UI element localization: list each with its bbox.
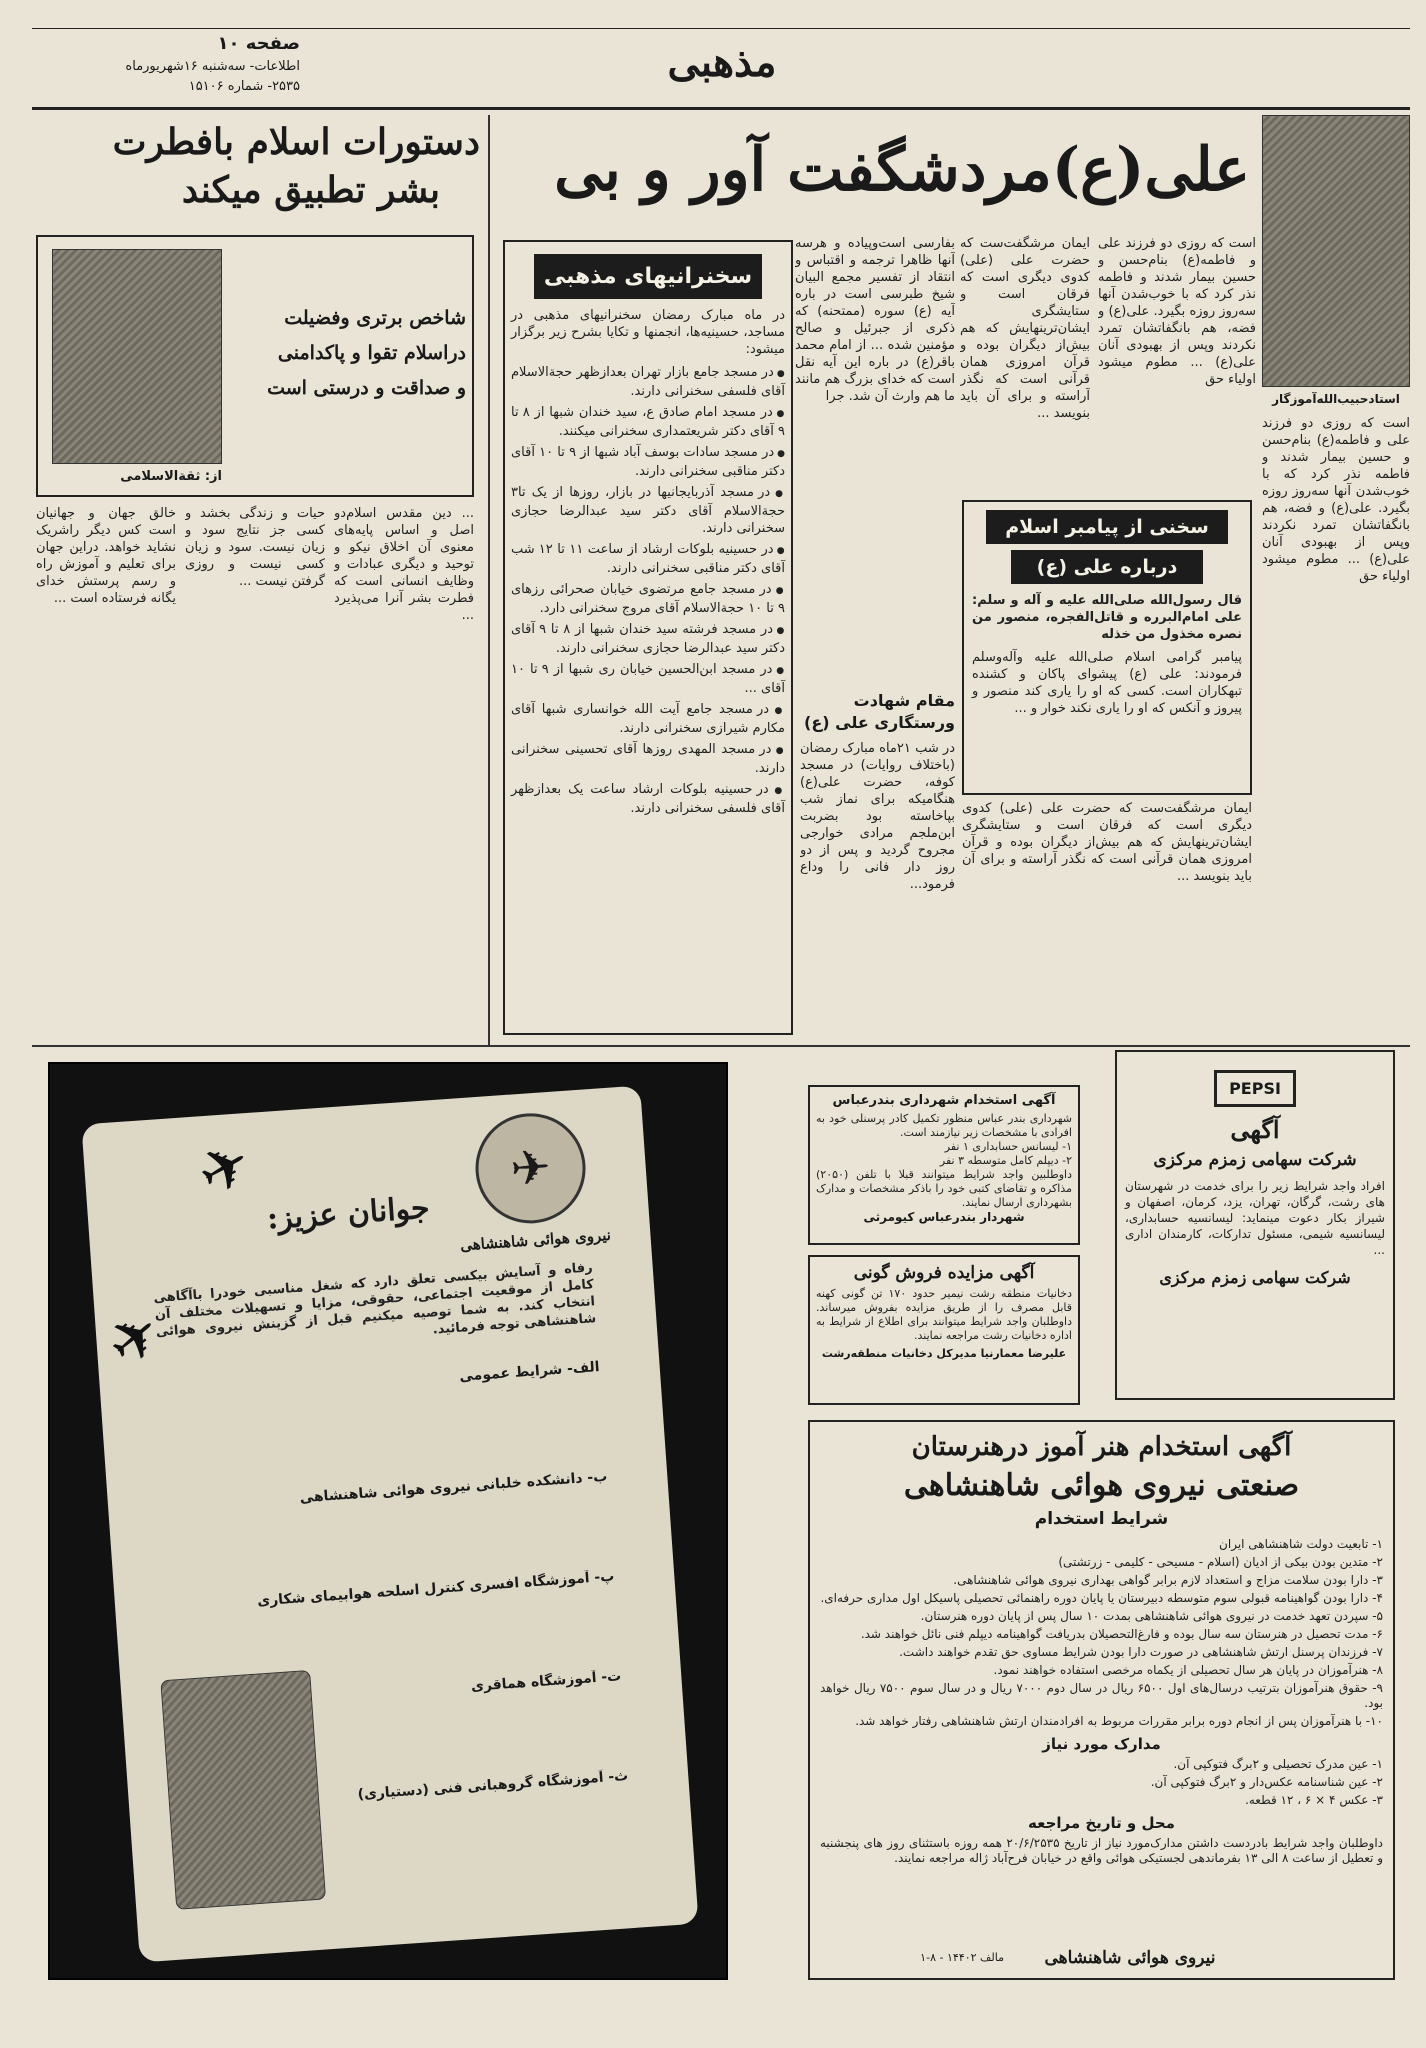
condition-item: ۱۰- با هنرآموزان پس از انجام دوره برابر مقررات مربوط به افرادمندان ارتش شاهنشاهی رفتار خواهد شد.	[855, 1714, 1383, 1728]
pepsi-ad-signature: شرکت سهامی زمزم مرکزی	[1159, 1268, 1351, 1287]
condition-item: ۹- حقوق هنرآموزان بترتیب درسال‌های اول ۶۵۰۰ ریال در سال دوم ۷۰۰۰ ریال و در سال سوم ۷۵۰۰ ریال خواهد بود.	[820, 1681, 1383, 1710]
doc-item: ۱- عین مدرک تحصیلی و ۲برگ فتوکپی آن.	[1173, 1757, 1383, 1771]
speech-item: ● در حسینیه بلوکات ارشاد ساعت یک بعدازظهر آقای فلسفی سخنرانی دارند.	[511, 781, 785, 817]
martyrdom-text: در شب ۲۱ماه مبارک رمضان (باختلاف روایات) در مسجد کوفه، حضرت علی(ع) هنگامیکه برای نماز شب بپاخاسته بود بضربت ابن‌ملجم مرادی خوارجی مجروح گردید و پس از دو روز دار فانی را وداع فرمود...	[800, 741, 955, 892]
main-headline: علی(ع)مردشگفت آور و بی	[554, 135, 1250, 205]
school-place-title: محل و تاریخ مراجعه	[1028, 1814, 1175, 1832]
left-text-col3: ... دین مقدس اسلام‌دو اصل و اساس پایه‌های معنوی آن اخلاق نیکو و توحید و دیگری عبادات و وظایف انسانی است که فطرت بشر آنرا می‌پذیرد ...	[334, 506, 474, 623]
port-ad-note: داوطلبین واجد شرایط میتوانند قبلا با تلفن (۲۰۵۰) مذاکره و تقاضای کتبی خود را باذکر مشخصات و مدارک بشهرداری ارسال نمایند.	[816, 1168, 1072, 1209]
main-text-col2: ایمان مرشگفت‌ست که حضرت علی (علی) کدوی دیگری است که فرقان است و ستایشگری ایشان‌ترینهایش که هم بیش‌از دیگران بوده و قرآن امروزی همان قرآنی است که نگذر آراسته و برای آن باید بنویسد ...	[960, 236, 1090, 421]
scroll-paper	[81, 1085, 698, 1962]
left-headline-2: بشر تطبیق میکند	[181, 169, 440, 211]
speech-item: ● در حسینیه بلوکات ارشاد از ساعت ۱۱ تا ۱۲ شب آقای دکتر مناقبی سخنرانی دارند.	[511, 541, 785, 577]
pepsi-ad-text: افراد واجد شرایط زیر را برای خدمت در شهرستان های رشت، گرگان، تهران، یزد، کرمان، اصفهان و شیراز بکار دعوت مینماید: لیسانسیه حسابداری، لیسانسیه شیمی، مسئول تدارکات، کارمندان اداری ...	[1125, 1179, 1385, 1257]
school-place-text: داوطلبان واجد شرایط بادردست داشتن مدارک‌مورد نیاز از تاریخ ۲۰/۶/۲۵۳۵ همه روزه باستثنای روز های پنجشنبه و تعطیل از ساعت ۸ الی ۱۳ بفرماندهی لجستیکی هوائی واقع در خیابان فرح‌آباد ژاله مراجعه نمایند.	[820, 1836, 1383, 1865]
speeches-list	[511, 364, 785, 817]
ad-section-d: ت- آموزشگاه هماقری	[470, 1668, 622, 1695]
main-text-col1b: است که روزی دو فرزند علی و فاطمه(ع) بنام‌حسن و حسین بیمار شدند و فاطمه نذر کرد که با خوب‌شدن آنها سه‌روز روزه بگیرد. علی(ع) و فضه، هم بانگفاتشان‌ تمرد نکردند وپس از بهبودی آنان علی(ع) ... مطوم میشود اولیاء حق	[1262, 416, 1410, 584]
condition-item: ۶- مدت تحصیل در هنرستان سه سال بوده و فارغ‌التحصیلان بدریافت گواهینامه دیپلم فنی نائل خواهند شد.	[860, 1627, 1383, 1641]
left-box-title-3: و صداقت و درستی است	[267, 377, 466, 399]
ad-headline: جوانان عزیز:	[265, 1190, 431, 1237]
prophet-box	[962, 500, 1252, 795]
main-text-col1: است که روزی دو فرزند علی و فاطمه(ع) بنام‌حسن و حسین بیمار شدند و فاطمه نذر کرد که با خوب‌شدن آنها سه‌روز روزه بگیرد. علی(ع) و فضه، هم بانگفاتشان‌ تمرد نکردند وپس از بهبودی آنان علی(ع) ... مطوم میشود اولیاء حق	[1098, 236, 1256, 387]
ad-section-c: پ- آموزشگاه افسری کنترل اسلحه هوابیمای شکاری	[256, 1568, 615, 1610]
speech-item: ● در مسجد ابن‌الحسین خیابان ری شبها از ۹ تا ۱۰ آقای ...	[511, 661, 785, 697]
auction-ad-title: آگهی مزایده فروش گونی	[853, 1263, 1035, 1283]
left-text-col2: حیات و زندگی بخشد و کسی جز نتایج سود و زیان نیست. سود و زیان کسی نیست و روزی گرفتن نیست ...	[185, 506, 325, 589]
cleric-photo	[52, 249, 222, 464]
port-ad-title: آگهی استخدام شهرداری بندرعباس	[832, 1093, 1056, 1108]
prophet-text: پیامبر گرامی اسلام صلی‌الله علیه وآله‌وسلم فرمودند: علی (ع) پیشوای پاکان و کشنده تبهکاران است. کسی که او را یاری کند منصور و پیروز و آنکس که او را یاری نکند خوار و ...	[972, 650, 1242, 716]
port-ad-signature: شهردار بندرعباس کیومرثی	[863, 1210, 1025, 1224]
air-force-emblem	[472, 1110, 589, 1227]
horizontal-rule	[32, 1045, 1410, 1047]
school-ad	[808, 1420, 1395, 1980]
left-text-col1: خالق جهان و جهانیان است کس دیگر راشریک نشاید خواهد. دراین جهان برای تعلیم و آموزش راه و رسم پرستش خدای یگانه فرستاده است ...	[36, 506, 176, 606]
auction-ad-text: دخانیات منطقه رشت نیمیر حدود ۱۷۰ تن گونی کهنه قابل مصرف را از طریق مزایده بفروش میرساند. داوطلبان واجد شرایط میتوانند برای اطلاع از شرایط به اداره دخانیات رشت مراجعه نمایند.	[816, 1287, 1072, 1342]
school-ad-title-2: صنعتی نیروی هوائی شاهنشاهی	[903, 1468, 1300, 1503]
speech-item: ● در مسجد جامع آیت الله خوانساری شبها آقای مکارم شیرازی سخنرانی دارند.	[511, 701, 785, 737]
ad-section-b: ب- دانشکده خلبانی نیروی هوائی شاهنشاهی	[299, 1468, 608, 1507]
main-text-col2b: ایمان مرشگفت‌ست که حضرت علی (علی) کدوی دیگری است که فرقان است و ستایشگری ایشان‌ترینهایش که هم بیش‌از دیگران بوده و قرآن امروزی همان قرآنی است که نگذر آراسته و برای آن باید بنویسد ...	[962, 801, 1252, 884]
speech-item: ● در مسجد امام صادق ع، سید خندان شبها از ۸ تا ۹ آقای دکتر شریعتمداری سخنرانی میکنند.	[511, 404, 785, 440]
condition-item: ۳- دارا بودن سلامت مزاج و استعداد لازم برابر گواهی بهداری نیروی هوائی شاهنشاهی.	[953, 1573, 1383, 1587]
speeches-box	[503, 240, 793, 1035]
condition-item: ۲- متدین بودن بیکی از ادیان (اسلام - مسیحی - کلیمی - زرتشتی)	[1058, 1555, 1383, 1569]
photo-caption: استادحبیب‌الله‌آموزگار	[1272, 392, 1400, 406]
left-headline-1: دستورات اسلام بافطرت	[112, 121, 480, 163]
left-box-title-1: شاخص برتری وفضیلت	[284, 307, 466, 329]
port-ad-text: شهرداری بندر عباس منظور تکمیل کادر پرسنلی خود به افرادی با مشخصات زیر نیازمند است.	[816, 1112, 1072, 1139]
school-ad-subtitle: شرایط استخدام	[1034, 1509, 1169, 1529]
column-rule	[488, 115, 490, 1045]
air-force-ad	[48, 1062, 728, 1980]
condition-item: ۸- هنرآموزان در پایان هر سال تحصیلی از یکماه مرخصی استفاده خواهند نمود.	[993, 1663, 1383, 1677]
prophet-title-2: درباره علی (ع)	[1011, 550, 1203, 584]
pepsi-logo: PEPSI	[1214, 1070, 1296, 1107]
emblem-icon: ✈	[508, 1138, 553, 1198]
ad-section-a: الف- شرایط عمومی	[458, 1359, 601, 1385]
condition-item: ۷- فرزندان پرسنل ارتش شاهنشاهی در صورت دارا بودن شرایط مساوی حق تقدم خواهند داشت.	[899, 1645, 1383, 1659]
martyrdom-section	[800, 690, 955, 1040]
condition-item: ۵- سپردن تعهد خدمت در نیروی هوائی شاهنشاهی بمدت ۱۰ سال پس از پایان دوره هنرستان.	[920, 1609, 1383, 1623]
speech-item: ● در مسجد المهدی روزها آقای تحسینی سخنرانی دارند.	[511, 741, 785, 777]
left-box-title-2: دراسلام تقوا و پاکدامنی	[277, 342, 466, 364]
school-ref: مالف ۱۴۴۰۲ - ۸-۱	[920, 1951, 1004, 1964]
school-conditions	[820, 1537, 1383, 1729]
port-ad-item: ۲- دیپلم کامل متوسطه ۳ نفر	[939, 1154, 1072, 1167]
portrait-photo	[1262, 115, 1410, 387]
ad-section-e: ث- آموزشگاه گروهبانی فنی (دستیاری)	[357, 1768, 629, 1803]
jet-icon: ✈	[185, 1126, 265, 1212]
auction-ad	[808, 1255, 1080, 1405]
doc-item: ۳- عکس ۴ × ۶ ، ۱۲ قطعه.	[1245, 1793, 1383, 1807]
page-header	[32, 28, 1410, 110]
speech-item: ● در مسجد جامع بازار تهران بعدازظهر حجة‌الاسلام آقای فلسفی سخنرانی دارند.	[511, 364, 785, 400]
martyrdom-title: مقام شهادت ورستگاری علی (ع)	[804, 691, 955, 732]
emblem-caption: نیروی هوائی شاهنشاهی	[459, 1225, 612, 1255]
pilot-photo	[160, 1670, 326, 1910]
left-author: از: ثقةالاسلامی	[120, 469, 222, 484]
left-box	[36, 235, 474, 497]
pepsi-ad-title: آگهی	[1230, 1115, 1280, 1144]
prophet-quote: قال رسول‌الله صلی‌الله علیه و آله و سلم: علی امام‌البرره و قاتل‌الفجره، منصور من نصره مخذول من خذله	[972, 593, 1242, 642]
page-label: صفحه ۱۰	[217, 33, 300, 54]
school-docs	[820, 1757, 1383, 1808]
port-ad-item: ۱- لیسانس حسابداری ۱ نفر	[944, 1140, 1072, 1153]
ad-intro: رفاه و آسایش بیکسی تعلق دارد که شغل مناسبی‌ خودرا باآگاهی کامل از موقعیت اجتماعی، حقوقی، مزایا و تسهیلات مختلف آن انتخاب کند. به شما توصیه میکنیم قبل از گزینش نیروی هوائی شاهنشاهی توجه فرمائید.	[153, 1260, 597, 1340]
speech-item: ● در مسجد فرشته سید خندان شبها از ۸ تا ۹ آقای دکتر سید عبدالرضا حجازی سخنرانی دارند.	[511, 621, 785, 657]
prophet-title-1: سخنی از پیامبر اسلام	[986, 510, 1228, 544]
school-ad-title-1: آگهی استخدام هنر آموز درهنرستان	[911, 1432, 1292, 1462]
main-text-col3: بفارسی است‌وپیاده و هرسه آنها ظاهرا ترجمه و اقتباس و انتقاد از تفسیر مجمع البیان شیخ طبرسی است در باره آیه (ع) سوره (ممتحنه) که ذکری از جبرئیل و صالح مؤمنین شده ... از امام محمد باقر(ع) در باره این آیه نقل است که خدای بزرگ هم مانند ما هم وارث آن شد. جرا	[795, 236, 955, 404]
pepsi-ad-company: شرکت سهامی زمزم مرکزی	[1153, 1150, 1357, 1170]
doc-item: ۲- عین شناسنامه عکس‌دار و ۲برگ فتوکپی آن.	[1150, 1775, 1383, 1789]
port-ad	[808, 1085, 1080, 1245]
date-line: اطلاعات- سه‌شنبه ۱۶شهریورماه	[125, 59, 300, 74]
issue-line: ۲۵۳۵- شماره ۱۵۱۰۶	[188, 79, 300, 94]
auction-ad-signature: علیرضا معمارنیا مدیرکل دخانیات منطقه‌رشت	[821, 1347, 1067, 1360]
speech-item: ● در مسجد سادات بوسف آباد شبها از ۹ تا ۱۰ آقای دکتر مناقبی سخنرانی دارند.	[511, 444, 785, 480]
condition-item: ۴- دارا بودن گواهینامه قبولی سوم متوسطه دبیرستان یا پایان دوره راهنمائی تحصیلی پاسیکل اول مداری حرفه‌ای.	[820, 1591, 1383, 1605]
speeches-intro: در ماه مبارک رمضان سخنرانیهای مذهبی در مساجد، حسینیه‌ها، انجمنها و تکایا بشرح زیر برگزار میشود:	[511, 308, 785, 357]
speech-item: ● در مسجد آذربایجانیها در بازار، روزها از یک تا۳ حجة‌الاسلام آقای دکتر سید عبدالرضا حجازی سخنرانی دارند.	[511, 484, 785, 537]
speech-item: ● در مسجد جامع مرتضوی خیابان صحرائی رزهای ۹ تا ۱۰ حجة‌الاسلام آقای مروج سخنرانی دارد.	[511, 581, 785, 617]
section-title: مذهبی	[667, 39, 777, 86]
jet-icon: ✈	[93, 1296, 177, 1382]
school-signature: نیروی هوائی شاهنشاهی	[1044, 1948, 1216, 1968]
pepsi-ad	[1115, 1050, 1395, 1400]
condition-item: ۱- تابعیت دولت شاهنشاهی ایران	[1219, 1537, 1383, 1551]
speeches-title: سخنرانیهای مذهبی	[534, 254, 762, 299]
school-docs-title: مدارک مورد نیاز	[1042, 1735, 1161, 1753]
